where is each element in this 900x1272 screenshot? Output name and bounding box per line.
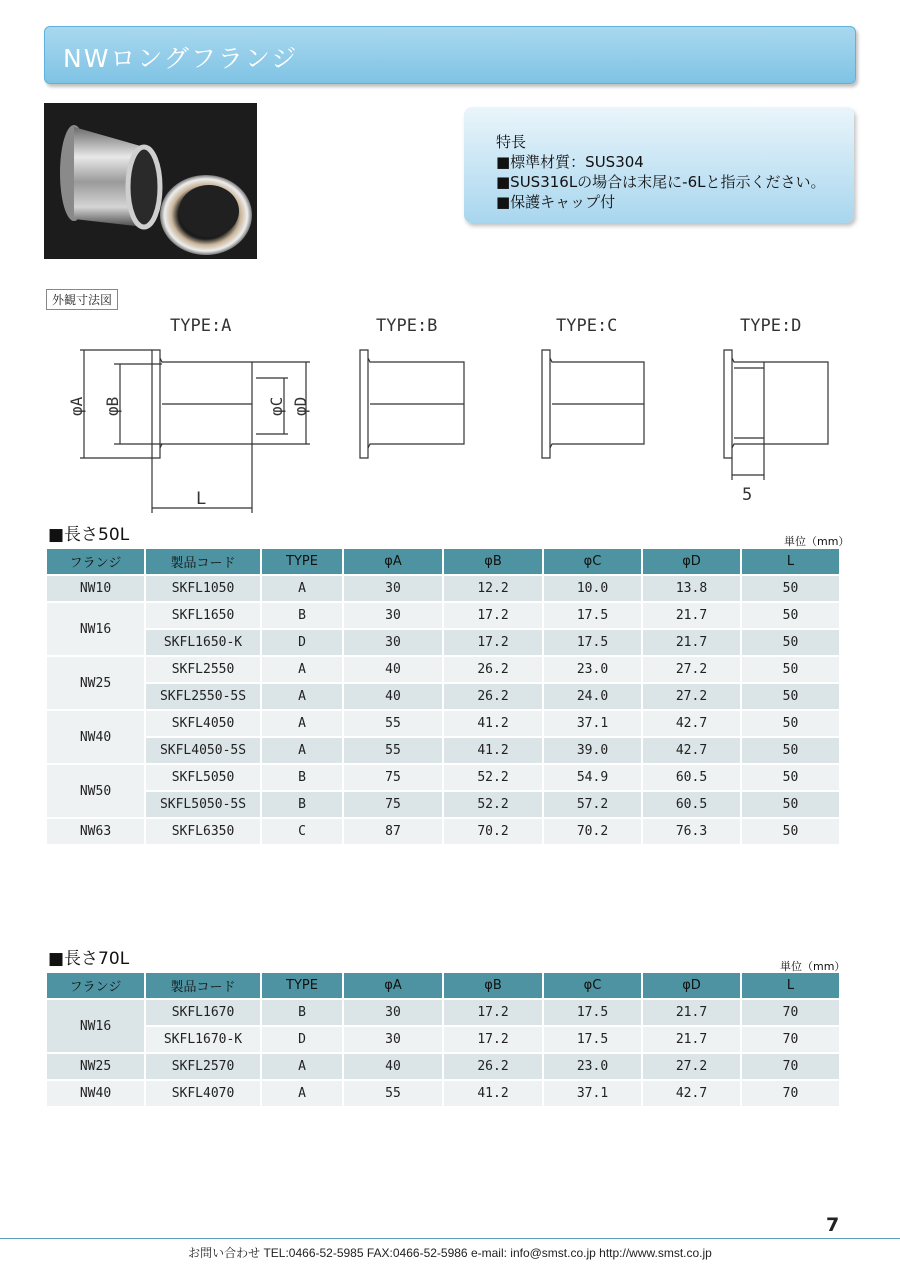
type-b-drawing xyxy=(360,350,464,458)
table-row xyxy=(47,684,839,709)
cell-phi-d: 27.2 xyxy=(643,657,740,682)
cell-type: A xyxy=(262,1054,342,1079)
cell-type: A xyxy=(262,1081,342,1106)
table-header-row xyxy=(47,549,839,574)
features-heading: 特長 xyxy=(496,133,527,151)
cell-phi-a: 75 xyxy=(344,792,442,817)
header-phi-c: φC xyxy=(544,549,641,574)
cell-phi-d: 42.7 xyxy=(643,738,740,763)
cell-phi-c: 37.1 xyxy=(544,1081,641,1106)
cell-code: SKFL6350 xyxy=(146,819,260,844)
cell-phi-b: 52.2 xyxy=(444,792,542,817)
cell-phi-a: 55 xyxy=(344,738,442,763)
header-phi-d: φD xyxy=(643,549,740,574)
cell-phi-d: 21.7 xyxy=(643,630,740,655)
cell-phi-a: 30 xyxy=(344,630,442,655)
cell-l: 50 xyxy=(742,684,839,709)
cell-l: 70 xyxy=(742,1027,839,1052)
cell-phi-d: 76.3 xyxy=(643,819,740,844)
page-number: 7 xyxy=(826,1214,840,1236)
feature-item: ■SUS316Lの場合は末尾に-6Lと指示ください。 xyxy=(496,173,826,191)
table-row xyxy=(47,765,839,790)
dim-c-label: φC xyxy=(267,396,286,416)
table-row xyxy=(47,630,839,655)
cell-l: 50 xyxy=(742,576,839,601)
cell-phi-c: 24.0 xyxy=(544,684,641,709)
cell-phi-b: 41.2 xyxy=(444,1081,542,1106)
cell-phi-a: 87 xyxy=(344,819,442,844)
cell-phi-b: 41.2 xyxy=(444,711,542,736)
cell-phi-d: 21.7 xyxy=(643,1000,740,1025)
feature-item: ■保護キャップ付 xyxy=(496,193,616,211)
cell-phi-a: 40 xyxy=(344,1054,442,1079)
cell-phi-d: 21.7 xyxy=(643,1027,740,1052)
cell-l: 70 xyxy=(742,1054,839,1079)
cell-flange: NW10 xyxy=(47,576,144,601)
cell-code: SKFL1650-K xyxy=(146,630,260,655)
cell-phi-b: 17.2 xyxy=(444,630,542,655)
cell-phi-b: 26.2 xyxy=(444,1054,542,1079)
cell-phi-a: 75 xyxy=(344,765,442,790)
cell-phi-c: 70.2 xyxy=(544,819,641,844)
flange-photo-illustration xyxy=(44,103,257,259)
cell-phi-b: 26.2 xyxy=(444,684,542,709)
cell-phi-b: 17.2 xyxy=(444,1000,542,1025)
cell-type: A xyxy=(262,657,342,682)
table-header-row xyxy=(47,973,839,998)
header-product-code: 製品コード xyxy=(146,973,260,998)
cell-phi-c: 39.0 xyxy=(544,738,641,763)
cell-phi-a: 40 xyxy=(344,684,442,709)
cell-type: A xyxy=(262,576,342,601)
cell-l: 50 xyxy=(742,738,839,763)
type-b-label: TYPE:B xyxy=(376,316,438,336)
dimension-drawing-label: 外観寸法図 xyxy=(46,289,118,310)
dim-5-label: 5 xyxy=(742,485,753,505)
cell-type: D xyxy=(262,630,342,655)
cell-l: 50 xyxy=(742,765,839,790)
cell-type: B xyxy=(262,765,342,790)
features-box xyxy=(464,107,854,223)
cell-code: SKFL5050-5S xyxy=(146,792,260,817)
footer-divider xyxy=(0,1238,900,1239)
cell-phi-b: 17.2 xyxy=(444,1027,542,1052)
dim-d-label: φD xyxy=(291,396,310,416)
footer-contact: お問い合わせ TEL:0466-52-5985 FAX:0466-52-5986 e-mail: info@smst.co.jp http://www.smst.co.jp xyxy=(188,1246,712,1260)
table-row xyxy=(47,576,839,601)
header-product-code: 製品コード xyxy=(146,549,260,574)
cell-l: 50 xyxy=(742,657,839,682)
header-type: TYPE xyxy=(262,549,342,574)
cell-phi-d: 60.5 xyxy=(643,792,740,817)
cell-phi-c: 54.9 xyxy=(544,765,641,790)
cell-phi-d: 13.8 xyxy=(643,576,740,601)
cell-phi-c: 57.2 xyxy=(544,792,641,817)
product-photo xyxy=(44,103,257,259)
cell-flange: NW25 xyxy=(47,1054,144,1079)
cell-type: A xyxy=(262,738,342,763)
cell-flange: NW40 xyxy=(47,1081,144,1106)
header-flange: フランジ xyxy=(47,549,144,574)
header-flange: フランジ xyxy=(47,973,144,998)
unit-label-70l: 単位（mm） xyxy=(780,960,846,973)
dim-l-label: L xyxy=(196,489,207,509)
dim-a-label: φA xyxy=(67,396,86,416)
type-c-drawing xyxy=(542,350,644,458)
cell-code: SKFL2570 xyxy=(146,1054,260,1079)
cell-l: 50 xyxy=(742,630,839,655)
cell-phi-c: 17.5 xyxy=(544,603,641,628)
cell-phi-a: 30 xyxy=(344,1000,442,1025)
cell-phi-c: 17.5 xyxy=(544,630,641,655)
cell-type: A xyxy=(262,684,342,709)
cell-phi-d: 42.7 xyxy=(643,1081,740,1106)
spec-table-70l xyxy=(45,971,841,1108)
cell-flange: NW63 xyxy=(47,819,144,844)
table-row xyxy=(47,819,839,844)
cell-flange: NW40 xyxy=(47,711,144,763)
cell-phi-a: 30 xyxy=(344,576,442,601)
cell-code: SKFL4070 xyxy=(146,1081,260,1106)
cell-phi-a: 30 xyxy=(344,1027,442,1052)
cell-phi-d: 42.7 xyxy=(643,711,740,736)
header-l: L xyxy=(742,973,839,998)
cell-phi-b: 12.2 xyxy=(444,576,542,601)
cell-type: C xyxy=(262,819,342,844)
cell-phi-b: 52.2 xyxy=(444,765,542,790)
cell-code: SKFL1650 xyxy=(146,603,260,628)
header-phi-a: φA xyxy=(344,973,442,998)
feature-item: ■標準材質：SUS304 xyxy=(496,153,644,171)
cell-type: A xyxy=(262,711,342,736)
unit-label-50l: 単位（mm） xyxy=(784,535,850,548)
cell-phi-d: 27.2 xyxy=(643,1054,740,1079)
cell-phi-d: 21.7 xyxy=(643,603,740,628)
header-type: TYPE xyxy=(262,973,342,998)
cell-l: 70 xyxy=(742,1000,839,1025)
table-row xyxy=(47,1000,839,1025)
cell-phi-a: 30 xyxy=(344,603,442,628)
table-row xyxy=(47,657,839,682)
cell-type: B xyxy=(262,1000,342,1025)
table-row xyxy=(47,711,839,736)
cell-l: 70 xyxy=(742,1081,839,1106)
table-row xyxy=(47,1027,839,1052)
cell-flange: NW16 xyxy=(47,603,144,655)
table-row xyxy=(47,792,839,817)
header-phi-a: φA xyxy=(344,549,442,574)
cell-type: B xyxy=(262,603,342,628)
page-title: NWロングフランジ xyxy=(63,44,299,73)
dimension-drawing xyxy=(66,308,846,520)
table-row xyxy=(47,738,839,763)
cell-l: 50 xyxy=(742,711,839,736)
cell-flange: NW25 xyxy=(47,657,144,709)
table-row xyxy=(47,603,839,628)
cell-code: SKFL2550-5S xyxy=(146,684,260,709)
header-phi-d: φD xyxy=(643,973,740,998)
cell-code: SKFL4050-5S xyxy=(146,738,260,763)
type-a-drawing xyxy=(67,350,310,513)
cell-code: SKFL1050 xyxy=(146,576,260,601)
cell-phi-c: 10.0 xyxy=(544,576,641,601)
cell-type: D xyxy=(262,1027,342,1052)
cell-type: B xyxy=(262,792,342,817)
cell-phi-c: 17.5 xyxy=(544,1000,641,1025)
header-phi-c: φC xyxy=(544,973,641,998)
spec-table-50l xyxy=(45,547,841,846)
cell-phi-b: 70.2 xyxy=(444,819,542,844)
type-a-label: TYPE:A xyxy=(170,316,232,336)
cell-phi-c: 23.0 xyxy=(544,1054,641,1079)
cell-code: SKFL4050 xyxy=(146,711,260,736)
cell-code: SKFL1670 xyxy=(146,1000,260,1025)
cell-phi-d: 60.5 xyxy=(643,765,740,790)
cell-phi-a: 55 xyxy=(344,1081,442,1106)
cell-code: SKFL1670-K xyxy=(146,1027,260,1052)
dim-b-label: φB xyxy=(103,396,122,416)
type-c-label: TYPE:C xyxy=(556,316,618,336)
cell-phi-b: 41.2 xyxy=(444,738,542,763)
page-title-bar xyxy=(44,26,856,84)
cell-phi-d: 27.2 xyxy=(643,684,740,709)
cell-phi-a: 40 xyxy=(344,657,442,682)
cell-phi-a: 55 xyxy=(344,711,442,736)
cell-phi-c: 37.1 xyxy=(544,711,641,736)
header-phi-b: φB xyxy=(444,973,542,998)
cell-l: 50 xyxy=(742,792,839,817)
cell-flange: NW50 xyxy=(47,765,144,817)
cell-phi-b: 17.2 xyxy=(444,603,542,628)
cell-l: 50 xyxy=(742,603,839,628)
cell-phi-c: 23.0 xyxy=(544,657,641,682)
cell-flange: NW16 xyxy=(47,1000,144,1052)
cell-phi-c: 17.5 xyxy=(544,1027,641,1052)
cell-phi-b: 26.2 xyxy=(444,657,542,682)
cell-code: SKFL2550 xyxy=(146,657,260,682)
type-d-drawing xyxy=(724,350,828,505)
section-title-50l: ■長さ50L xyxy=(48,525,130,545)
cell-code: SKFL5050 xyxy=(146,765,260,790)
table-row xyxy=(47,1081,839,1106)
header-phi-b: φB xyxy=(444,549,542,574)
table-row xyxy=(47,1054,839,1079)
cell-l: 50 xyxy=(742,819,839,844)
section-title-70l: ■長さ70L xyxy=(48,949,130,969)
header-l: L xyxy=(742,549,839,574)
type-d-label: TYPE:D xyxy=(740,316,802,336)
